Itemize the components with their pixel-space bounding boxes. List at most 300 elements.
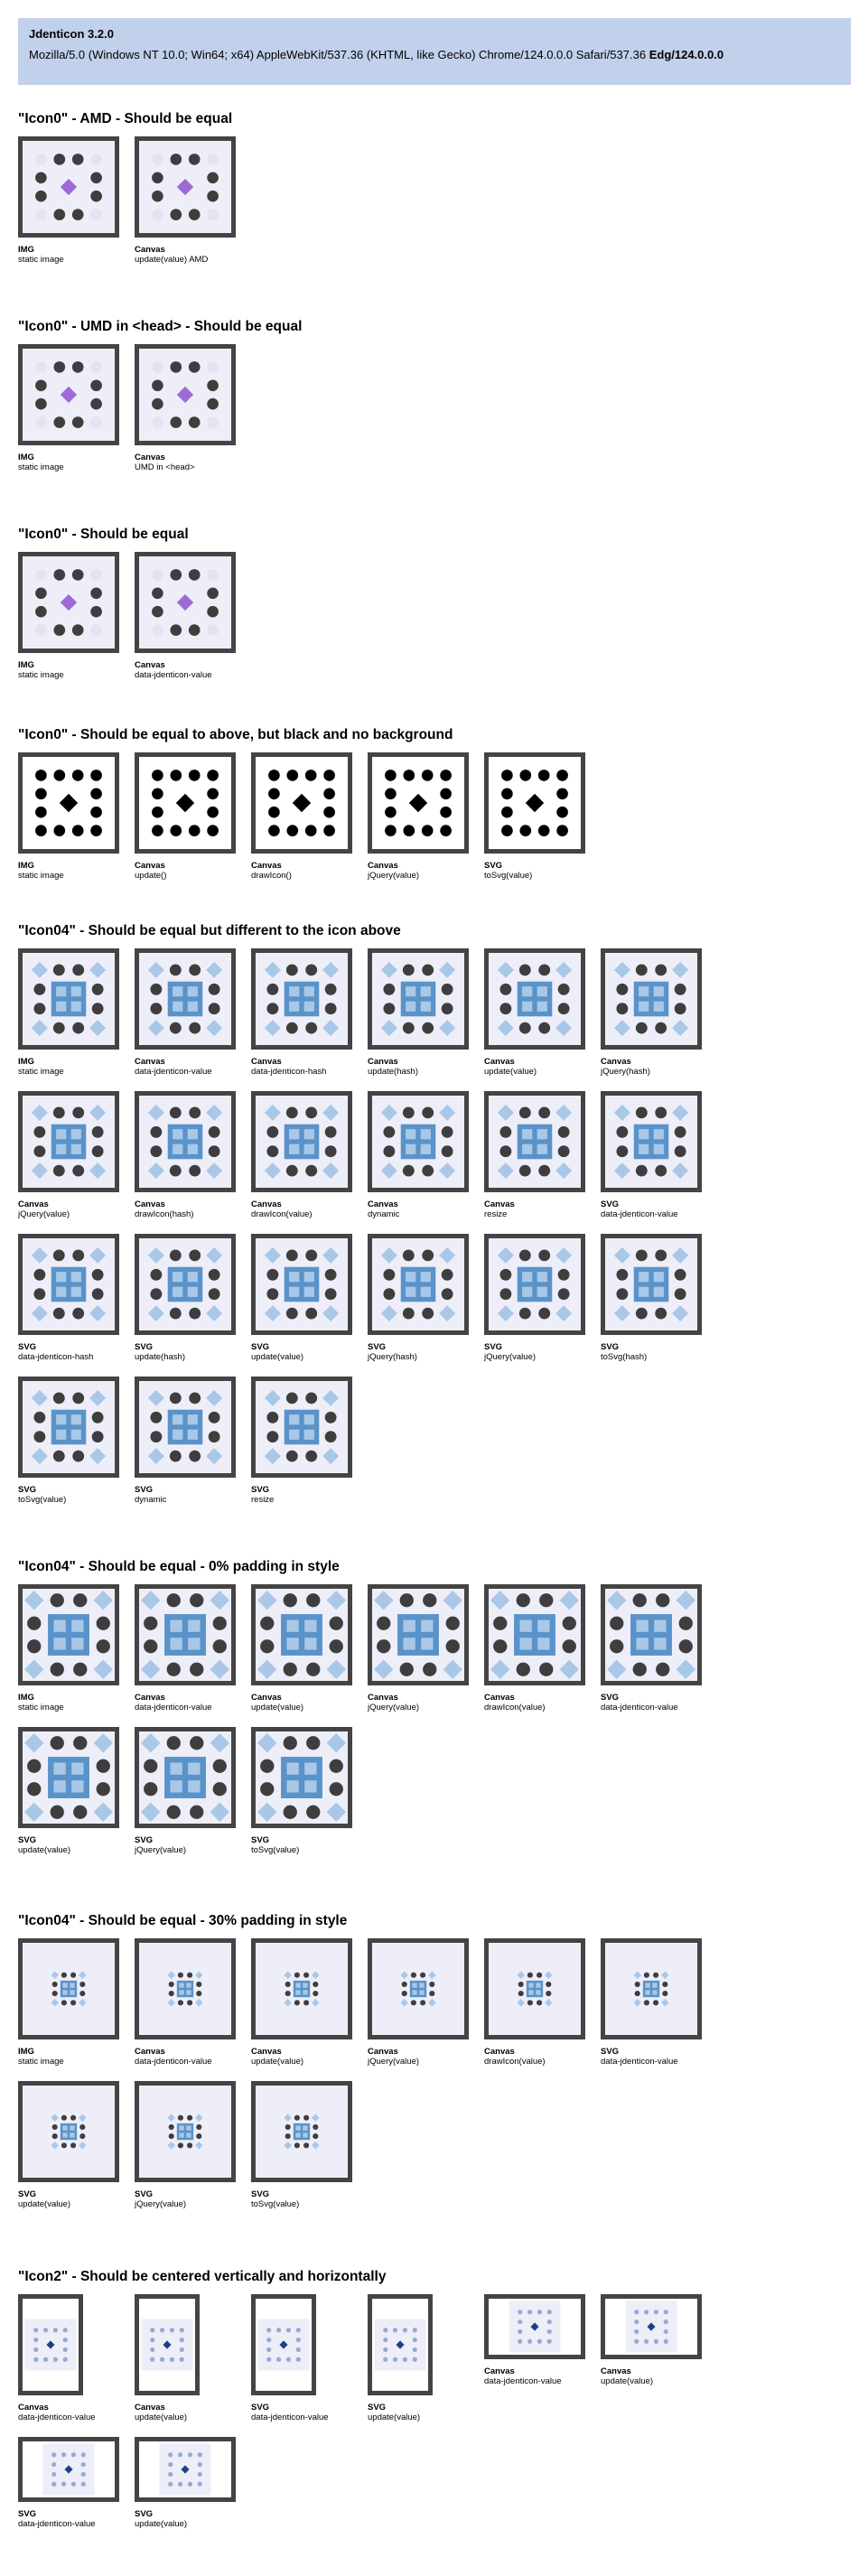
render-kind-label: Canvas	[135, 2403, 165, 2413]
identicon-frame	[251, 1938, 352, 2039]
identicon-frame	[484, 1234, 585, 1335]
identicon-image	[489, 2299, 581, 2355]
identicon-image	[256, 1096, 348, 1188]
icon-tile	[135, 2294, 236, 2422]
icon-tile	[135, 1091, 236, 1219]
icon-tile	[135, 552, 236, 680]
icon-tile	[368, 2294, 469, 2422]
render-method-label: data-jdenticon-value	[601, 1703, 678, 1713]
render-method-label: data-jdenticon-value	[601, 2057, 678, 2067]
identicon-frame	[484, 948, 585, 1050]
tile-caption	[18, 1835, 119, 1855]
render-method-label: jQuery(value)	[18, 1209, 70, 1219]
identicon-image	[605, 2299, 697, 2355]
identicon-image	[139, 141, 231, 233]
icon-tile	[251, 2081, 352, 2209]
render-method-label: update(value)	[135, 2413, 188, 2422]
render-kind-label: IMG	[18, 660, 34, 670]
render-method-label: drawIcon()	[251, 871, 292, 881]
identicon-image	[139, 757, 231, 849]
render-method-label: jQuery(value)	[368, 871, 420, 881]
render-kind-label: SVG	[251, 1342, 270, 1352]
render-method-label: static image	[18, 1703, 64, 1713]
identicon-image	[489, 757, 581, 849]
identicon-image	[489, 1589, 581, 1681]
tile-caption	[135, 453, 236, 472]
icon-tile	[251, 752, 352, 881]
identicon-frame	[368, 1584, 469, 1685]
render-kind-label: IMG	[18, 2047, 34, 2057]
tile-caption	[368, 2047, 469, 2067]
user-agent-text: Mozilla/5.0 (Windows NT 10.0; Win64; x64) AppleWebKit/537.36 (KHTML, like Gecko) Chrome/124.0.0.0 Safari/537.36	[29, 48, 647, 61]
identicon-frame	[18, 752, 119, 854]
render-kind-label: Canvas	[135, 1199, 165, 1209]
icon-tile	[251, 1234, 352, 1362]
identicon-frame	[251, 1234, 352, 1335]
render-method-label: dynamic	[368, 1209, 400, 1219]
identicon-frame	[18, 2081, 119, 2182]
identicon-image	[23, 757, 115, 849]
render-method-label: update()	[135, 871, 167, 881]
render-method-label: update(value)	[484, 1067, 537, 1077]
icon-tile	[18, 1938, 119, 2067]
icon-tile	[18, 1727, 119, 1855]
render-method-label: toSvg(value)	[251, 2199, 300, 2209]
render-method-label: drawIcon(value)	[484, 2057, 546, 2067]
tile-caption	[251, 861, 352, 881]
render-method-label: update(hash)	[135, 1352, 185, 1362]
icon-tile	[368, 1584, 469, 1713]
tile-caption	[135, 861, 236, 881]
render-method-label: update(value)	[18, 2199, 71, 2209]
test-section	[18, 727, 851, 881]
tile-caption	[601, 1199, 702, 1219]
render-kind-label: Canvas	[135, 2047, 165, 2057]
identicon-frame	[484, 1584, 585, 1685]
identicon-frame	[368, 1091, 469, 1192]
render-method-label: update(value) AMD	[135, 255, 209, 265]
identicon-frame	[18, 1938, 119, 2039]
tile-caption	[135, 2047, 236, 2067]
tile-caption	[601, 1693, 702, 1713]
render-kind-label: SVG	[135, 1342, 154, 1352]
render-method-label: drawIcon(hash)	[135, 1209, 194, 1219]
identicon-image	[489, 953, 581, 1045]
icon-tile	[135, 1234, 236, 1362]
icon-tile	[135, 752, 236, 881]
identicon-image	[372, 1943, 464, 2035]
identicon-frame	[368, 1234, 469, 1335]
tile-caption	[18, 1485, 119, 1505]
tile-caption	[601, 2047, 702, 2067]
identicon-frame	[18, 136, 119, 238]
tile-caption	[135, 2189, 236, 2209]
identicon-frame	[135, 2294, 200, 2395]
render-method-label: toSvg(value)	[484, 871, 533, 881]
test-section	[18, 2269, 851, 2529]
render-method-label: drawIcon(value)	[484, 1703, 546, 1713]
render-method-label: static image	[18, 2057, 64, 2067]
render-kind-label: Canvas	[135, 861, 165, 871]
identicon-image	[372, 757, 464, 849]
identicon-frame	[135, 1938, 236, 2039]
section-title: "Icon04" - Should be equal but different to the icon above	[18, 923, 401, 938]
identicon-frame	[368, 948, 469, 1050]
identicon-image	[605, 1096, 697, 1188]
identicon-frame	[18, 2294, 83, 2395]
identicon-image	[605, 1589, 697, 1681]
icon-tile	[368, 752, 469, 881]
identicon-frame	[135, 752, 236, 854]
tile-caption	[135, 2403, 236, 2422]
tile-caption	[18, 660, 119, 680]
render-kind-label: Canvas	[18, 1199, 49, 1209]
icon-tile	[135, 136, 236, 265]
tile-caption	[251, 2189, 352, 2209]
identicon-frame	[251, 1584, 352, 1685]
render-method-label: static image	[18, 871, 64, 881]
identicon-image	[256, 1238, 348, 1330]
section-title: "Icon0" - UMD in <head> - Should be equal	[18, 319, 303, 334]
render-method-label: data-jdenticon-value	[135, 1067, 212, 1077]
render-kind-label: Canvas	[135, 1693, 165, 1703]
icon-tile	[368, 1234, 469, 1362]
render-kind-label: Canvas	[601, 1057, 631, 1067]
icon-tile	[601, 2294, 702, 2386]
tile-caption	[18, 1057, 119, 1077]
identicon-frame	[484, 1091, 585, 1192]
icon-tile	[135, 1377, 236, 1505]
icon-tile	[484, 752, 585, 881]
tile-caption	[484, 2047, 585, 2067]
icon-tile	[601, 1234, 702, 1362]
identicon-frame	[18, 1727, 119, 1828]
icon-tile	[251, 2294, 352, 2422]
render-kind-label: SVG	[18, 1342, 37, 1352]
identicon-image	[256, 1381, 348, 1473]
render-kind-label: SVG	[18, 2189, 37, 2199]
render-method-label: data-jdenticon-value	[601, 1209, 678, 1219]
identicon-image	[256, 953, 348, 1045]
icon-tile	[18, 2437, 119, 2529]
identicon-image	[489, 1943, 581, 2035]
identicon-image	[256, 1589, 348, 1681]
identicon-frame	[601, 2294, 702, 2359]
icon-tile	[601, 1584, 702, 1713]
identicon-frame	[368, 752, 469, 854]
render-kind-label: SVG	[135, 1835, 154, 1845]
render-method-label: dynamic	[135, 1495, 167, 1505]
tile-caption	[484, 1693, 585, 1713]
render-method-label: data-jdenticon-hash	[251, 1067, 327, 1077]
render-kind-label: Canvas	[368, 1057, 398, 1067]
render-method-label: static image	[18, 462, 64, 472]
render-kind-label: SVG	[18, 2509, 37, 2519]
render-kind-label: SVG	[135, 2189, 154, 2199]
render-kind-label: Canvas	[368, 1693, 398, 1703]
render-kind-label: Canvas	[135, 660, 165, 670]
identicon-image	[23, 2086, 115, 2178]
render-method-label: update(value)	[368, 2413, 421, 2422]
tile-caption	[18, 2509, 119, 2529]
tile-caption	[484, 1199, 585, 1219]
identicon-image	[372, 953, 464, 1045]
identicon-image	[489, 1096, 581, 1188]
icon-tile	[135, 2437, 236, 2529]
identicon-image	[139, 556, 231, 649]
render-kind-label: Canvas	[484, 1693, 515, 1703]
tile-caption	[484, 1342, 585, 1362]
identicon-frame	[135, 1377, 236, 1478]
render-kind-label: SVG	[601, 2047, 620, 2057]
render-method-label: jQuery(value)	[135, 2199, 187, 2209]
identicon-frame	[135, 136, 236, 238]
tile-caption	[135, 1835, 236, 1855]
identicon-frame	[601, 1584, 702, 1685]
render-method-label: data-jdenticon-value	[135, 2057, 212, 2067]
render-method-label: update(value)	[251, 1352, 304, 1362]
tile-caption	[135, 660, 236, 680]
icon-tile	[251, 1727, 352, 1855]
icon-tile	[484, 1091, 585, 1219]
identicon-image	[23, 1731, 115, 1824]
tile-caption	[368, 2403, 469, 2422]
render-kind-label: SVG	[368, 1342, 387, 1352]
section-title: "Icon2" - Should be centered vertically and horizontally	[18, 2269, 387, 2284]
tile-caption	[18, 2189, 119, 2209]
tile-caption	[251, 2403, 352, 2422]
render-kind-label: Canvas	[368, 1199, 398, 1209]
render-method-label: jQuery(value)	[368, 2057, 420, 2067]
icon-tile	[18, 1234, 119, 1362]
icon-tile	[484, 2294, 585, 2386]
render-method-label: static image	[18, 1067, 64, 1077]
identicon-frame	[484, 2294, 585, 2359]
identicon-image	[23, 1381, 115, 1473]
identicon-image	[23, 1096, 115, 1188]
tile-caption	[135, 1485, 236, 1505]
tile-caption	[368, 1693, 469, 1713]
render-kind-label: Canvas	[251, 1693, 282, 1703]
tile-caption	[135, 1199, 236, 1219]
icon-tile	[251, 948, 352, 1077]
render-kind-label: SVG	[601, 1342, 620, 1352]
render-method-label: update(hash)	[368, 1067, 418, 1077]
icon-tile	[484, 1584, 585, 1713]
tile-caption	[368, 861, 469, 881]
identicon-frame	[601, 1234, 702, 1335]
render-kind-label: Canvas	[135, 453, 165, 462]
library-version-title: Jdenticon 3.2.0	[29, 27, 114, 41]
render-kind-label: SVG	[251, 1485, 270, 1495]
render-kind-label: SVG	[251, 2189, 270, 2199]
render-kind-label: Canvas	[484, 1057, 515, 1067]
tile-caption	[368, 1199, 469, 1219]
icon-tile	[135, 1727, 236, 1855]
render-kind-label: Canvas	[601, 2366, 631, 2376]
render-kind-label: SVG	[484, 861, 503, 871]
render-method-label: static image	[18, 670, 64, 680]
render-kind-label: Canvas	[251, 861, 282, 871]
test-section	[18, 527, 851, 680]
identicon-frame	[135, 1584, 236, 1685]
icon-tile	[18, 2081, 119, 2209]
tile-caption	[484, 861, 585, 881]
render-method-label: data-jdenticon-value	[135, 1703, 212, 1713]
identicon-frame	[135, 1091, 236, 1192]
identicon-image	[372, 2299, 428, 2391]
render-method-label: update(value)	[251, 1703, 304, 1713]
identicon-image	[605, 953, 697, 1045]
render-kind-label: SVG	[251, 2403, 270, 2413]
section-title: "Icon0" - Should be equal	[18, 527, 189, 542]
section-title: "Icon04" - Should be equal - 0% padding in style	[18, 1559, 340, 1574]
tile-caption	[135, 2509, 236, 2529]
identicon-image	[256, 1731, 348, 1824]
render-kind-label: IMG	[18, 1693, 34, 1703]
render-method-label: resize	[251, 1495, 275, 1505]
icon-tile	[135, 344, 236, 472]
render-kind-label: Canvas	[251, 1199, 282, 1209]
identicon-image	[139, 2086, 231, 2178]
icon-tile	[251, 1377, 352, 1505]
identicon-image	[489, 1238, 581, 1330]
identicon-image	[23, 953, 115, 1045]
identicon-image	[23, 141, 115, 233]
identicon-image	[139, 1943, 231, 2035]
render-method-label: jQuery(hash)	[601, 1067, 650, 1077]
render-method-label: update(value)	[601, 2376, 654, 2386]
render-kind-label: SVG	[18, 1835, 37, 1845]
identicon-frame	[601, 1938, 702, 2039]
identicon-image	[139, 349, 231, 441]
render-kind-label: SVG	[601, 1693, 620, 1703]
identicon-image	[23, 349, 115, 441]
render-method-label: UMD in <head>	[135, 462, 195, 472]
tile-caption	[135, 1693, 236, 1713]
identicon-frame	[251, 2294, 316, 2395]
icon-tile	[18, 948, 119, 1077]
identicon-frame	[368, 2294, 433, 2395]
render-method-label: data-jdenticon-value	[251, 2413, 329, 2422]
identicon-frame	[251, 2081, 352, 2182]
icon-tile	[18, 752, 119, 881]
render-method-label: resize	[484, 1209, 508, 1219]
render-kind-label: Canvas	[484, 2366, 515, 2376]
render-method-label: data-jdenticon-value	[18, 2519, 96, 2529]
icon-tile	[601, 1091, 702, 1219]
identicon-frame	[601, 948, 702, 1050]
user-agent-edge-version: Edg/124.0.0.0	[649, 48, 724, 61]
identicon-image	[139, 1096, 231, 1188]
icon-tile	[135, 1584, 236, 1713]
identicon-frame	[251, 948, 352, 1050]
section-title: "Icon04" - Should be equal - 30% padding in style	[18, 1913, 348, 1928]
render-kind-label: SVG	[18, 1485, 37, 1495]
render-method-label: toSvg(value)	[251, 1845, 300, 1855]
tile-caption	[484, 1057, 585, 1077]
identicon-frame	[18, 948, 119, 1050]
render-method-label: data-jdenticon-value	[18, 2413, 96, 2422]
tile-caption	[18, 453, 119, 472]
render-method-label: jQuery(hash)	[368, 1352, 417, 1362]
render-kind-label: Canvas	[368, 861, 398, 871]
icon-tile	[135, 1938, 236, 2067]
icon-tile	[18, 552, 119, 680]
identicon-frame	[484, 1938, 585, 2039]
icon-tile	[18, 1091, 119, 1219]
tile-caption	[18, 245, 119, 265]
identicon-frame	[18, 1377, 119, 1478]
identicon-image	[372, 1096, 464, 1188]
identicon-frame	[135, 552, 236, 653]
identicon-image	[256, 1943, 348, 2035]
icon-tile	[601, 948, 702, 1077]
identicon-image	[23, 556, 115, 649]
identicon-image	[23, 1589, 115, 1681]
identicon-image	[256, 2299, 312, 2391]
icon-tile	[601, 1938, 702, 2067]
tile-caption	[251, 1199, 352, 1219]
identicon-frame	[368, 1938, 469, 2039]
identicon-image	[23, 2299, 79, 2391]
render-method-label: jQuery(value)	[484, 1352, 537, 1362]
identicon-frame	[135, 2437, 236, 2502]
identicon-frame	[135, 2081, 236, 2182]
tile-caption	[18, 861, 119, 881]
icon-tile	[484, 1234, 585, 1362]
render-kind-label: Canvas	[484, 2047, 515, 2057]
render-kind-label: SVG	[135, 1485, 154, 1495]
test-section	[18, 319, 851, 472]
identicon-frame	[18, 2437, 119, 2502]
tile-caption	[135, 1057, 236, 1077]
render-method-label: data-jdenticon-value	[135, 670, 212, 680]
render-kind-label: Canvas	[18, 2403, 49, 2413]
render-method-label: data-jdenticon-value	[484, 2376, 562, 2386]
identicon-frame	[18, 1234, 119, 1335]
identicon-frame	[18, 344, 119, 445]
identicon-image	[23, 2441, 115, 2497]
render-kind-label: SVG	[368, 2403, 387, 2413]
tile-caption	[18, 1199, 119, 1219]
identicon-image	[23, 1943, 115, 2035]
icon-tile	[368, 948, 469, 1077]
identicon-image	[372, 1589, 464, 1681]
identicon-frame	[18, 552, 119, 653]
identicon-image	[256, 757, 348, 849]
icon-tile	[368, 1091, 469, 1219]
tile-caption	[135, 1342, 236, 1362]
tile-caption	[18, 2403, 119, 2422]
identicon-frame	[135, 1727, 236, 1828]
identicon-image	[605, 1238, 697, 1330]
render-method-label: static image	[18, 255, 64, 265]
render-method-label: update(value)	[135, 2519, 188, 2529]
render-method-label: update(value)	[251, 2057, 304, 2067]
tile-caption	[251, 1835, 352, 1855]
render-kind-label: IMG	[18, 453, 34, 462]
tile-caption	[135, 245, 236, 265]
tile-caption	[368, 1057, 469, 1077]
render-method-label: jQuery(value)	[368, 1703, 420, 1713]
identicon-frame	[18, 1091, 119, 1192]
identicon-image	[139, 1381, 231, 1473]
tile-caption	[18, 1342, 119, 1362]
render-method-label: toSvg(value)	[18, 1495, 67, 1505]
render-kind-label: SVG	[484, 1342, 503, 1352]
tile-caption	[251, 1342, 352, 1362]
